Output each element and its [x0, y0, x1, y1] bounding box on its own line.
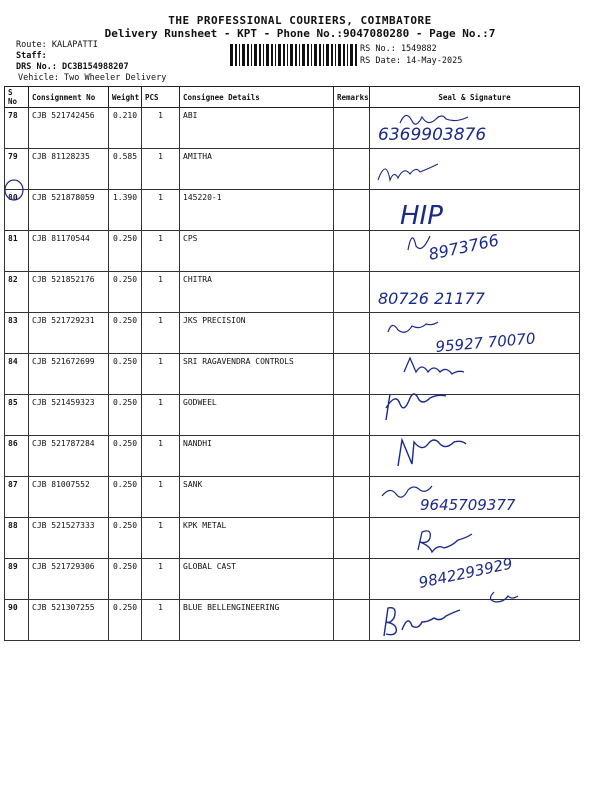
row-remarks: [334, 354, 370, 395]
row-weight: 0.250: [109, 272, 142, 313]
row-pcs: 1: [142, 108, 180, 149]
row-consignee: ABI: [180, 108, 334, 149]
row-weight: 0.250: [109, 600, 142, 641]
row-pcs: 1: [142, 231, 180, 272]
row-pcs: 1: [142, 190, 180, 231]
row-pcs: 1: [142, 395, 180, 436]
row-consignment-no: CJB 521307255: [29, 600, 109, 641]
row-remarks: [334, 518, 370, 559]
row-remarks: [334, 231, 370, 272]
row-remarks: [334, 559, 370, 600]
row-remarks: [334, 477, 370, 518]
row-remarks: [334, 395, 370, 436]
table-row: [5, 108, 580, 149]
row-consignment-no: CJB 81170544: [29, 231, 109, 272]
row-weight: 0.585: [109, 149, 142, 190]
row-consignee: SRI RAGAVENDRA CONTROLS: [180, 354, 334, 395]
col-sno: S No: [5, 87, 29, 108]
row-consignment-no: CJB 81007552: [29, 477, 109, 518]
phone-89: 9842293929: [417, 554, 515, 592]
row-signature: [370, 272, 580, 313]
row-consignment-no: CJB 521729231: [29, 313, 109, 354]
row-remarks: [334, 272, 370, 313]
row-sno: 87: [5, 477, 29, 518]
row-consignment-no: CJB 521729306: [29, 559, 109, 600]
col-weight: Weight: [109, 87, 142, 108]
row-pcs: 1: [142, 313, 180, 354]
col-signature: Seal & Signature: [370, 87, 580, 108]
table-row: [5, 436, 580, 477]
row-signature: [370, 313, 580, 354]
col-remarks: Remarks: [334, 87, 370, 108]
rs-date: RS Date: 14-May-2025: [360, 56, 463, 66]
row-consignee: AMITHA: [180, 149, 334, 190]
row-weight: 0.250: [109, 231, 142, 272]
row-signature: [370, 108, 580, 149]
row-weight: 0.250: [109, 436, 142, 477]
row-pcs: 1: [142, 600, 180, 641]
row-sno: 90: [5, 600, 29, 641]
row-sno: 86: [5, 436, 29, 477]
runsheet-subtitle: Delivery Runsheet - KPT - Phone No.:9047080280 - Page No.:7: [104, 27, 496, 40]
row-sno: 85: [5, 395, 29, 436]
row-sno: 81: [5, 231, 29, 272]
row-sno: 83: [5, 313, 29, 354]
row-consignee: NANDHI: [180, 436, 334, 477]
row-pcs: 1: [142, 149, 180, 190]
table-row: [5, 477, 580, 518]
col-consignee: Consignee Details: [180, 87, 334, 108]
row-signature: [370, 600, 580, 641]
row-consignment-no: CJB 521527333: [29, 518, 109, 559]
table-row: [5, 149, 580, 190]
row-weight: 0.250: [109, 559, 142, 600]
row-signature: [370, 149, 580, 190]
row-remarks: [334, 149, 370, 190]
row-weight: 0.250: [109, 477, 142, 518]
row-weight: 0.210: [109, 108, 142, 149]
row-weight: 1.390: [109, 190, 142, 231]
table-row: [5, 190, 580, 231]
table-row: [5, 354, 580, 395]
row-sno: 78: [5, 108, 29, 149]
row-pcs: 1: [142, 518, 180, 559]
row-sno: 88: [5, 518, 29, 559]
row-consignee: CHITRA: [180, 272, 334, 313]
row-consignee: GLOBAL CAST: [180, 559, 334, 600]
row-sno: 89: [5, 559, 29, 600]
row-signature: [370, 477, 580, 518]
rs-number: RS No.: 1549882: [360, 44, 437, 54]
table-row: [5, 518, 580, 559]
row-remarks: [334, 190, 370, 231]
row-weight: 0.250: [109, 313, 142, 354]
table-row: [5, 272, 580, 313]
signature-80: HIP: [400, 201, 443, 231]
row-pcs: 1: [142, 436, 180, 477]
phone-87: 9645709377: [420, 496, 516, 514]
row-remarks: [334, 436, 370, 477]
row-weight: 0.250: [109, 518, 142, 559]
row-consignee: SANK: [180, 477, 334, 518]
row-signature: [370, 436, 580, 477]
row-signature: [370, 231, 580, 272]
phone-82: 80726 21177: [378, 289, 485, 308]
drs-number: DRS No.: DC3B154988207: [16, 62, 129, 72]
row-consignment-no: CJB 521878059: [29, 190, 109, 231]
table-row: [5, 600, 580, 641]
row-sno: 82: [5, 272, 29, 313]
row-signature: [370, 354, 580, 395]
table-row: [5, 231, 580, 272]
row-pcs: 1: [142, 559, 180, 600]
row-consignment-no: CJB 521742456: [29, 108, 109, 149]
table-row: [5, 559, 580, 600]
row-signature: [370, 518, 580, 559]
route-label: Route: KALAPATTI: [16, 40, 98, 50]
row-consignee: KPK METAL: [180, 518, 334, 559]
col-consignment: Consignment No: [29, 87, 109, 108]
row-consignee: GODWEEL: [180, 395, 334, 436]
row-pcs: 1: [142, 272, 180, 313]
table-header-row: [5, 87, 580, 108]
table-row: [5, 395, 580, 436]
phone-83: 95927 70070: [434, 329, 537, 356]
row-signature: [370, 395, 580, 436]
row-signature: [370, 190, 580, 231]
row-consignee: CPS: [180, 231, 334, 272]
row-remarks: [334, 600, 370, 641]
row-consignment-no: CJB 521852176: [29, 272, 109, 313]
col-pcs: PCS: [142, 87, 180, 108]
row-sno: 80: [5, 190, 29, 231]
row-weight: 0.250: [109, 354, 142, 395]
row-sno: 79: [5, 149, 29, 190]
staff-label: Staff:: [16, 51, 47, 61]
row-consignee: JKS PRECISION: [180, 313, 334, 354]
runsheet-title: THE PROFESSIONAL COURIERS, COIMBATORE: [168, 14, 432, 27]
phone-81: 8973766: [426, 230, 501, 264]
row-consignment-no: CJB 521672699: [29, 354, 109, 395]
row-pcs: 1: [142, 354, 180, 395]
phone-78: 6369903876: [378, 125, 487, 145]
vehicle-label: Vehicle: Two Wheeler Delivery: [18, 73, 167, 83]
row-consignment-no: CJB 521787284: [29, 436, 109, 477]
barcode: [230, 44, 358, 66]
row-pcs: 1: [142, 477, 180, 518]
row-consignee: BLUE BELLENGINEERING: [180, 600, 334, 641]
row-consignment-no: CJB 81128235: [29, 149, 109, 190]
row-consignment-no: CJB 521459323: [29, 395, 109, 436]
row-remarks: [334, 108, 370, 149]
row-consignee: 145220-1: [180, 190, 334, 231]
row-signature: [370, 559, 580, 600]
row-remarks: [334, 313, 370, 354]
row-sno: 84: [5, 354, 29, 395]
runsheet-table: [4, 86, 580, 641]
row-weight: 0.250: [109, 395, 142, 436]
table-row: [5, 313, 580, 354]
